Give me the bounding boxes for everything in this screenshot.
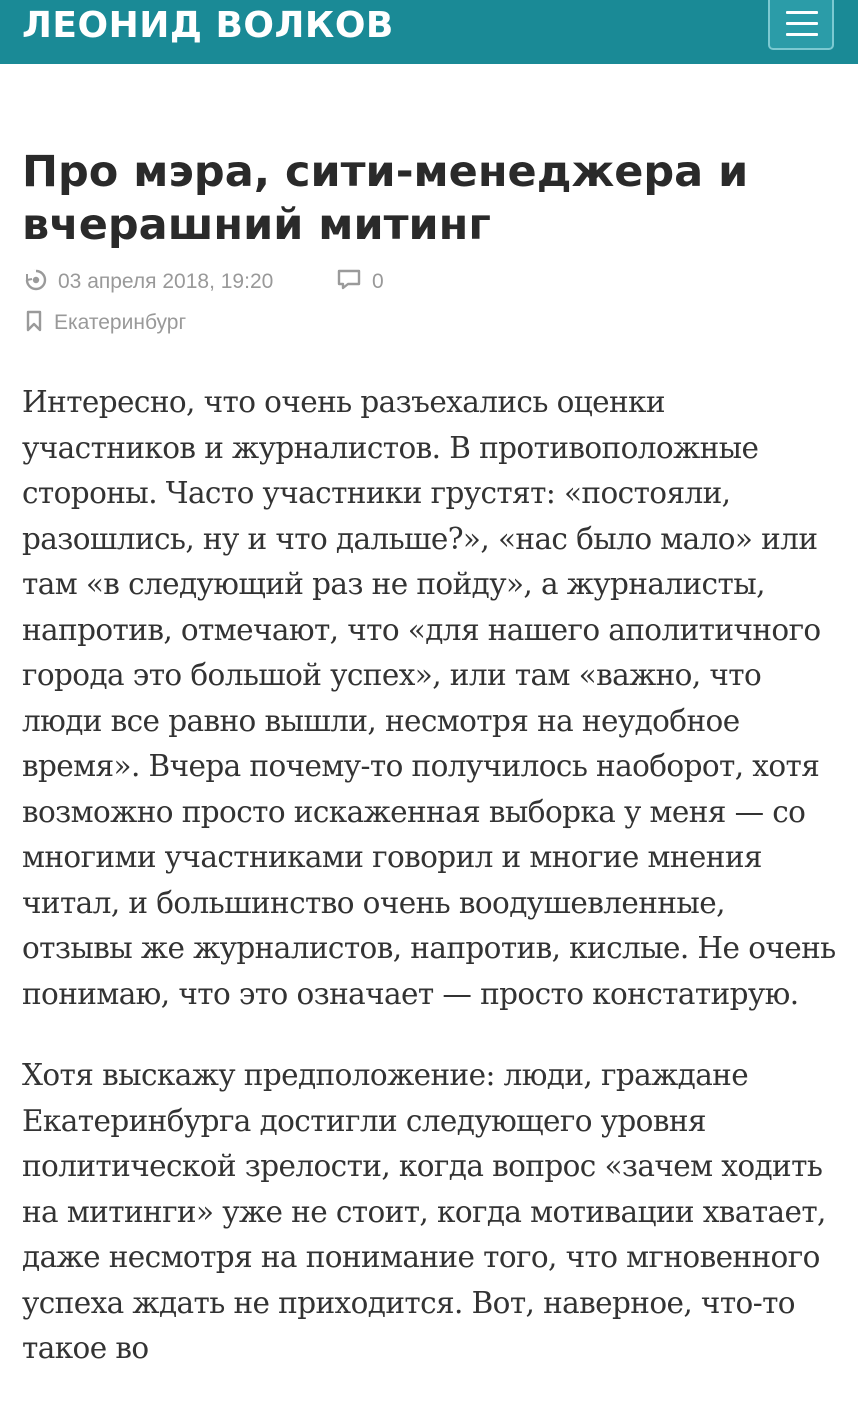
article-body <box>22 380 840 1408</box>
article-paragraph: Хотя выскажу предположение: люди, граждане Екатеринбурга достигли следующего уровня политической зрелости, когда вопрос «зачем ходить на митинги» уже не стоит, когда мотивации хватает, даже несмотря на понимание того, что мгновенного успеха ждать не приходится. Вот, наверное, что-то такое во <box>22 1058 826 1365</box>
comments-count-text: 0 <box>372 270 384 293</box>
article-title: Про мэра, сити-менеджера и вчерашний митинг <box>22 147 749 250</box>
article-paragraph: Интересно, что очень разъехались оценки участников и журналистов. В противоположные стороны. Часто участники грустят: «постояли, разошлись, ну и что дальше?», «нас было мало» или там «в следующий раз не пойду», а журналисты, напротив, отмечают, что «для нашего аполитичного города это большой успех», или там «важно, что люди все равно вышли, несмотря на неудобное время». Вчера почему-то получилось наоборот, хотя возможно просто искаженная выборка у меня — со многими участниками говорил и многие мнения читал, и большинство очень воодушевленные, отзывы же журналистов, напротив, кислые. Не очень понимаю, что это означает — просто констатирую. <box>22 385 836 1011</box>
comment-icon <box>336 268 362 292</box>
comments-count[interactable] <box>336 268 384 295</box>
article-date <box>24 268 273 295</box>
tag-text: Екатеринбург <box>54 311 187 334</box>
date-text: 03 апреля 2018, 19:20 <box>58 270 274 293</box>
menu-button[interactable] <box>768 0 834 50</box>
article-tag[interactable] <box>24 309 186 336</box>
clock-icon <box>24 268 48 292</box>
site-title[interactable]: ЛЕОНИД ВОЛКОВ <box>22 5 394 46</box>
bookmark-icon <box>24 309 44 333</box>
top-navigation-bar <box>0 0 858 64</box>
